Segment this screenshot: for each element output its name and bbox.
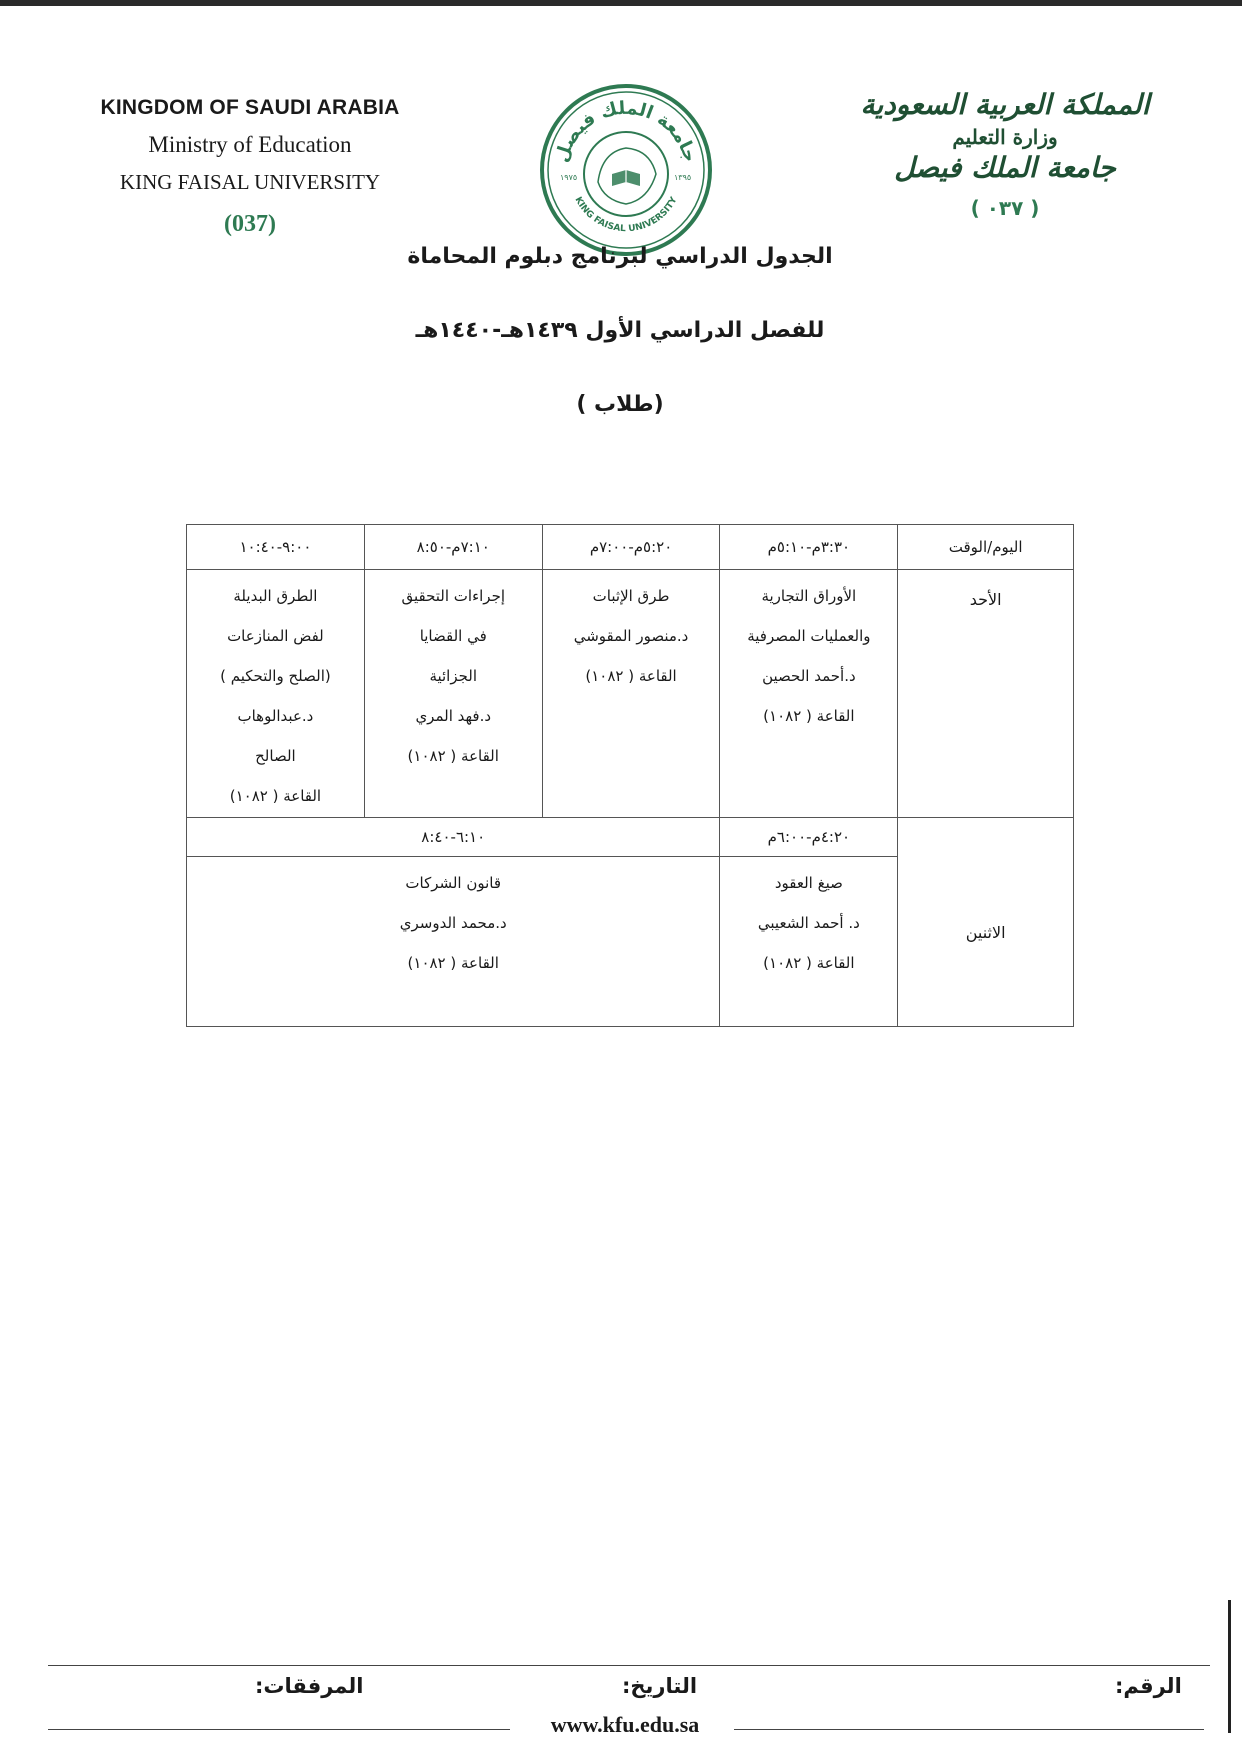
scan-edge-mark [1228,1600,1231,1733]
monday-course-1 [720,857,898,1027]
english-letterhead [100,96,400,238]
cell-line: والعمليات المصرفية [747,627,871,645]
arabic-code: ( ٠٣٧ ) [970,196,1040,220]
sunday-course-3 [364,570,542,818]
seal-year-left: ١٩٧٥ [560,173,578,182]
date-label: التاريخ: [622,1674,698,1698]
cell-line: د.محمد الدوسري [399,914,507,932]
cell-line: (الصلح والتحكيم ) [220,667,331,685]
arabic-university-name: جامعة الملك فيصل [894,151,1116,184]
english-code: (037) [224,211,276,237]
english-ministry-name: Ministry of Education [148,132,352,157]
header-slot-1: ٣:٣٠م-٥:١٠م [720,525,898,570]
footer-bottom-rule-left [48,1729,510,1730]
sunday-course-4 [187,570,365,818]
seal-english-name: KING FAISAL UNIVERSITY [572,195,680,235]
arabic-country-name: المملكة العربية السعودية [860,88,1150,121]
english-country-name: KINGDOM OF SAUDI ARABIA [100,96,400,119]
monday-time-1: ٤:٢٠م-٦:٠٠م [720,818,898,857]
cell-line: القاعة ( ١٠٨٢) [585,667,677,685]
cell-line: لفض المنازعات [227,627,324,645]
table-row-sunday [187,570,1074,818]
cell-line: الطرق البديلة [233,587,318,605]
header-slot-2: ٥:٢٠م-٧:٠٠م [542,525,720,570]
cell-line: القاعة ( ١٠٨٢) [763,954,855,972]
reference-number-label: الرقم: [1115,1674,1182,1698]
day-sunday: الأحد [898,570,1074,818]
cell-line: القاعة ( ١٠٨٢) [407,747,499,765]
seal-arabic-name: جامعة الملك فيصل [551,97,701,165]
cell-line: د.أحمد الحصين [762,667,856,685]
cell-line: د.عبدالوهاب [237,707,314,725]
cell-line: القاعة ( ١٠٨٢) [229,787,322,805]
cell-line: صيغ العقود [774,874,843,892]
website-url: www.kfu.edu.sa [550,1712,700,1737]
cell-line: د.منصور المقوشي [573,627,689,645]
cell-line: الصالح [255,747,296,765]
cell-line: في القضايا [419,627,487,645]
sunday-course-1 [720,570,898,818]
schedule-table [186,524,1074,1027]
arabic-letterhead [860,88,1150,220]
cell-line: د.فهد المري [415,707,492,725]
cell-line: الجزائية [429,667,478,685]
cell-line: طرق الإثبات [592,587,670,605]
cell-line: إجراءات التحقيق [401,587,506,605]
monday-time-2: ٦:١٠-٨:٤٠ [187,818,720,857]
english-university-name: KING FAISAL UNIVERSITY [119,170,381,194]
footer-bottom-rule-right [734,1729,1204,1730]
audience-title: (طلاب ) [576,392,664,417]
footer-divider [48,1665,1210,1666]
arabic-ministry-name: وزارة التعليم [952,125,1058,149]
monday-course-2 [187,857,720,1027]
table-header-row [187,525,1074,570]
cell-line: القاعة ( ١٠٨٢) [763,707,855,725]
cell-line: د. أحمد الشعيبي [757,914,860,932]
top-border [0,0,1242,6]
sunday-course-2 [542,570,720,818]
cell-line: قانون الشركات [405,874,502,892]
schedule-title: الجدول الدراسي لبرنامج دبلوم المحاماة [407,244,833,269]
cell-line: الأوراق التجارية [761,587,857,605]
seal-year-right: ١٣٩٥ [674,173,692,182]
university-seal-logo [538,82,714,258]
header-slot-3: ٧:١٠م-٨:٥٠ [364,525,542,570]
day-monday: الاثنين [898,818,1074,1027]
header-day-time: اليوم/الوقت [898,525,1074,570]
table-row-monday-times [187,818,1074,857]
header-slot-4: ٩:٠٠-١٠:٤٠ [187,525,365,570]
cell-line: القاعة ( ١٠٨٢) [407,954,499,972]
semester-title: للفصل الدراسي الأول ١٤٣٩هـ-١٤٤٠هـ [415,318,825,343]
attachments-label: المرفقات: [255,1674,364,1698]
